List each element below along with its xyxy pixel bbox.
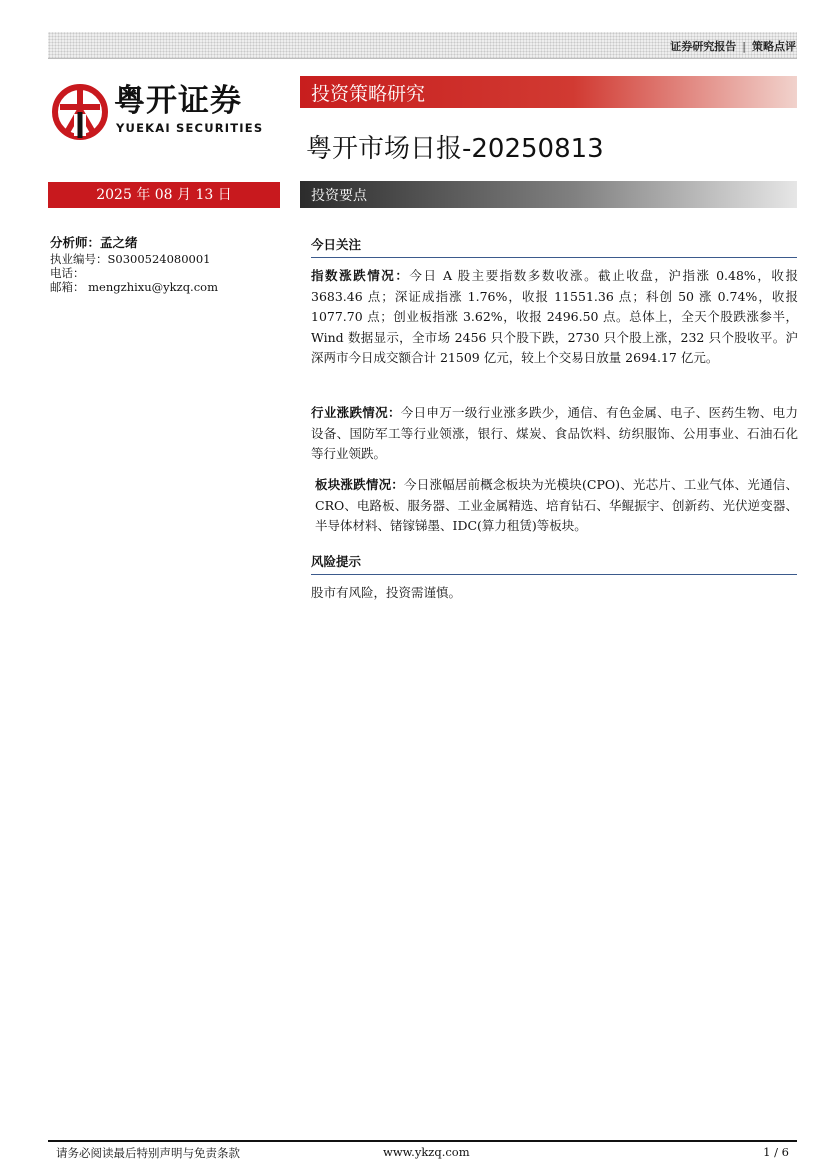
section-heading-today: 今日关注	[311, 235, 797, 258]
report-type	[670, 38, 796, 54]
paragraph-industry	[311, 403, 798, 465]
paragraph-index-text: 今日 A 股主要指数多数收涨。截止收盘，沪指涨 0.48%，收报 3683.46 点；深证成指涨 1.76%，收报 11551.36 点；科创 50 涨 0.74%，收报 1077.70 点；创业板指涨 3.62%，收报 2496.50 点。总体上，全天个股跌涨参半，Wind 数据显示，全市场 2456 只个股下跌，2730 只个股上涨，232 只个股收平。沪深两市今日成交额合计 21509 亿元，较上个交易日放量 2694.17 亿元。	[311, 268, 798, 365]
paragraph-index-label: 指数涨跌情况：	[311, 268, 410, 283]
paragraph-industry-label: 行业涨跌情况：	[311, 405, 401, 420]
key-points-banner	[300, 181, 797, 208]
report-type-separator: |	[742, 40, 746, 53]
risk-text: 股市有风险，投资需谨慎。	[311, 585, 462, 600]
category-banner	[300, 76, 797, 108]
analyst-phone: 电话：	[50, 266, 85, 280]
footer-disclaimer: 请务必阅读最后特别声明与免责条款	[56, 1146, 240, 1160]
header-rule	[48, 58, 797, 59]
paragraph-sector	[315, 475, 798, 537]
logo-text-cn: 粤开证券	[114, 83, 242, 119]
yuekai-logo-icon	[52, 84, 108, 140]
analyst-email[interactable]: 邮箱： mengzhixu@ykzq.com	[50, 280, 218, 294]
analyst-license: 执业编号：S0300524080001	[50, 252, 211, 266]
footer-rule	[48, 1140, 797, 1142]
footer-website[interactable]: www.ykzq.com	[383, 1145, 470, 1159]
paragraph-sector-text: 今日涨幅居前概念板块为光模块(CPO)、光芯片、工业气体、光通信、CRO、电路板、服务器、工业金属精选、培育钻石、华鲲振宇、创新药、光伏逆变器、半导体材料、锗镓锑墨、IDC(算力租赁)等板块。	[315, 477, 798, 533]
paragraph-index	[311, 266, 798, 369]
key-points-label: 投资要点	[311, 188, 367, 204]
report-title: 粤开市场日报-20250813	[306, 134, 604, 164]
footer-page-number: 1 / 6	[763, 1145, 789, 1159]
report-date: 2025 年 08 月 13 日	[48, 182, 280, 208]
analyst-info	[50, 236, 218, 294]
category-banner-label: 投资策略研究	[311, 83, 426, 105]
logo-text-en: YUEKAI SECURITIES	[116, 121, 264, 135]
paragraph-sector-label: 板块涨跌情况：	[315, 477, 405, 492]
report-type-label: 证券研究报告	[670, 40, 737, 53]
report-subtype-label: 策略点评	[752, 40, 796, 53]
section-heading-risk: 风险提示	[311, 552, 797, 575]
analyst-name: 分析师：孟之绪	[50, 235, 138, 250]
paragraph-industry-text: 今日申万一级行业涨多跌少，通信、有色金属、电子、医药生物、电力设备、国防军工等行业领涨，银行、煤炭、食品饮料、纺织服饰、公用事业、石油石化等行业领跌。	[311, 405, 798, 461]
